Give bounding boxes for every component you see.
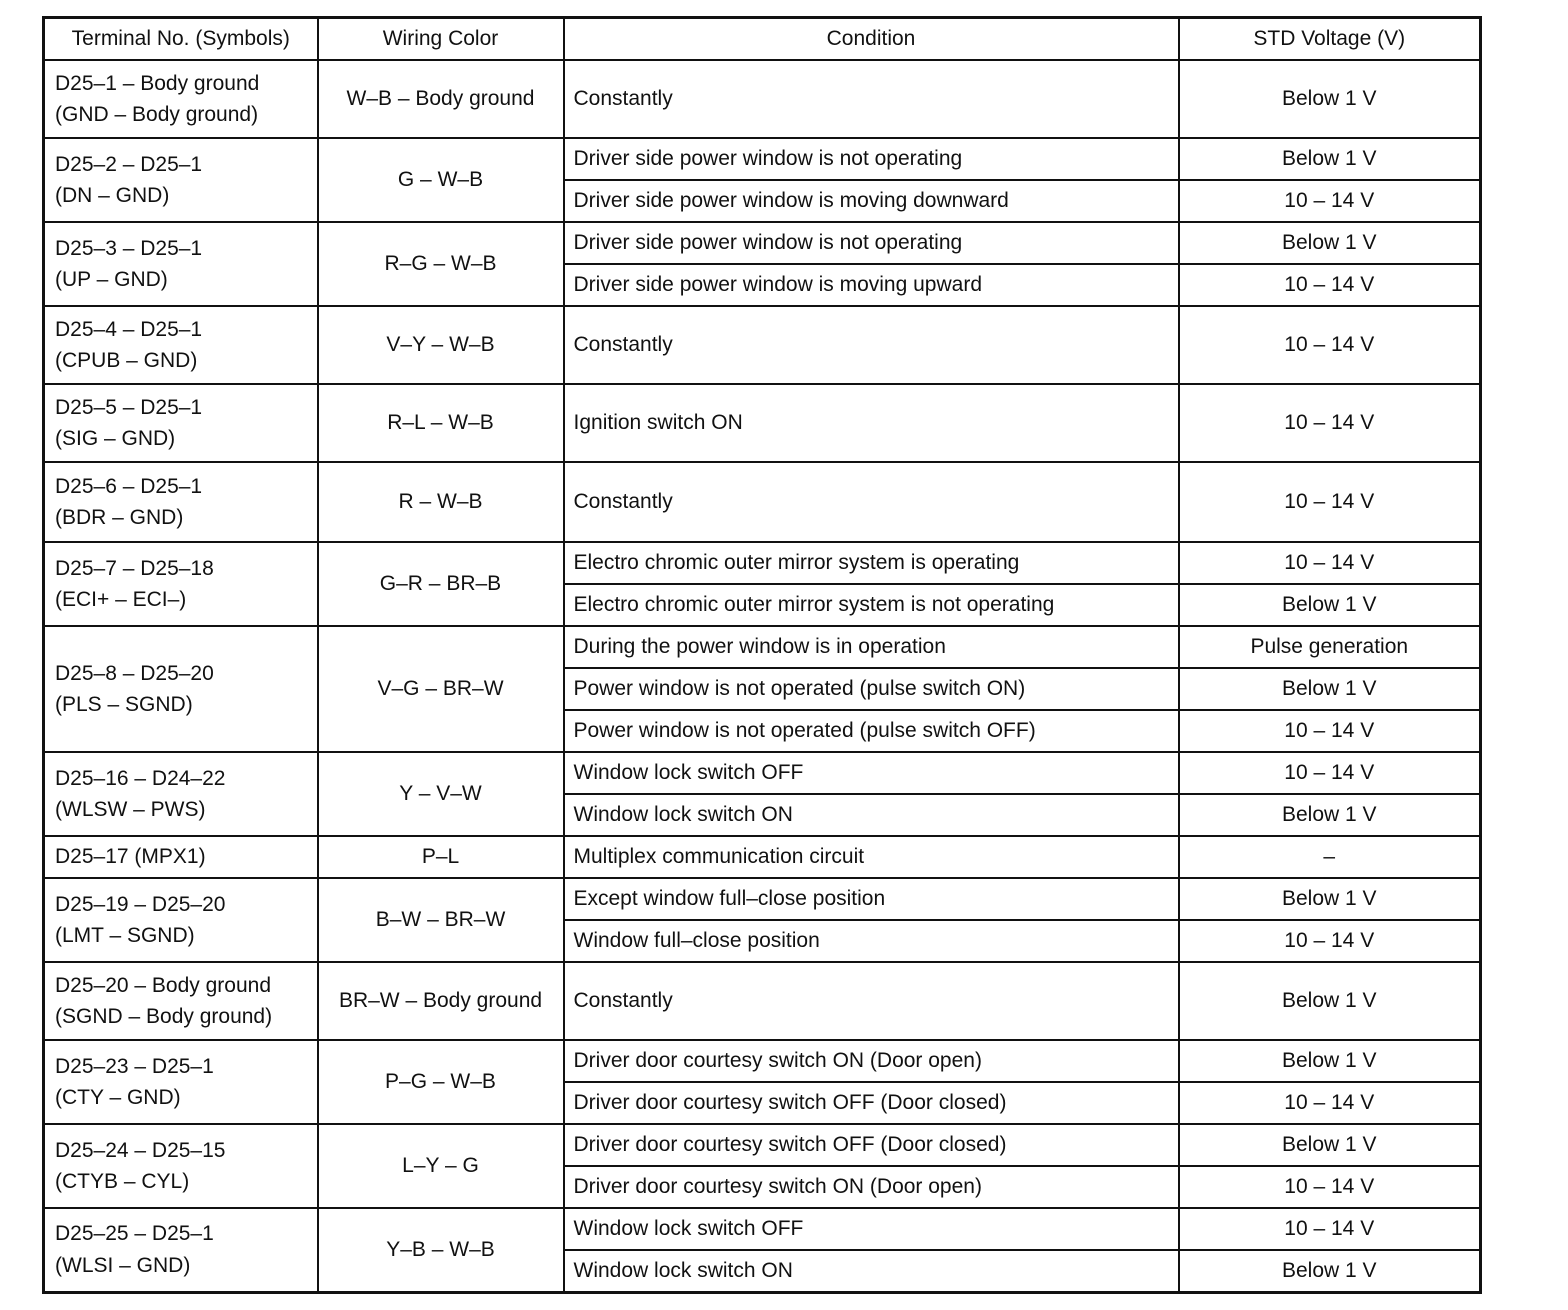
terminal-cell <box>44 1040 318 1124</box>
terminal-line: (CPUB – GND) <box>55 349 198 372</box>
condition-cell: Driver side power window is not operating <box>564 222 1179 264</box>
std-voltage-cell: – <box>1179 836 1481 878</box>
terminal-cell <box>44 878 318 962</box>
condition-cell: Window lock switch ON <box>564 794 1179 836</box>
table-row <box>44 462 1481 542</box>
terminal-line: D25–24 – D25–15 <box>55 1138 226 1162</box>
wiring-color-cell: R–L – W–B <box>318 384 564 462</box>
terminal-line: D25–6 – D25–1 <box>55 474 203 498</box>
std-voltage-cell: Below 1 V <box>1179 222 1481 264</box>
terminal-cell <box>44 222 318 306</box>
table-row <box>44 1124 1481 1166</box>
wiring-color-cell: Y – V–W <box>318 752 564 836</box>
table-row <box>44 878 1481 920</box>
std-voltage-cell: Below 1 V <box>1179 1250 1481 1292</box>
terminal-line: D25–4 – D25–1 <box>55 317 203 341</box>
condition-cell: Driver side power window is moving upward <box>564 264 1179 306</box>
wiring-color-cell: R–G – W–B <box>318 222 564 306</box>
condition-cell: Constantly <box>564 962 1179 1040</box>
condition-cell: Window lock switch OFF <box>564 752 1179 794</box>
terminal-line: D25–3 – D25–1 <box>55 236 203 260</box>
terminal-cell <box>44 1124 318 1208</box>
table-row <box>44 962 1481 1040</box>
condition-cell: Electro chromic outer mirror system is operating <box>564 542 1179 584</box>
table-row <box>44 384 1481 462</box>
std-voltage-cell: 10 – 14 V <box>1179 1208 1481 1250</box>
terminal-line: (UP – GND) <box>55 268 168 291</box>
wiring-color-cell: B–W – BR–W <box>318 878 564 962</box>
condition-cell: Power window is not operated (pulse switch ON) <box>564 668 1179 710</box>
std-voltage-cell: 10 – 14 V <box>1179 384 1481 462</box>
std-voltage-cell: Below 1 V <box>1179 962 1481 1040</box>
terminal-line: D25–16 – D24–22 <box>55 766 226 790</box>
terminal-line: (DN – GND) <box>55 184 170 207</box>
terminal-line: (ECI+ – ECI–) <box>55 588 187 611</box>
std-voltage-cell: 10 – 14 V <box>1179 542 1481 584</box>
wiring-color-cell: Y–B – W–B <box>318 1208 564 1292</box>
std-voltage-cell: Below 1 V <box>1179 584 1481 626</box>
wiring-color-cell: P–G – W–B <box>318 1040 564 1124</box>
std-voltage-cell: Below 1 V <box>1179 794 1481 836</box>
std-voltage-cell: 10 – 14 V <box>1179 1082 1481 1124</box>
condition-cell: Constantly <box>564 462 1179 542</box>
table-body <box>44 60 1481 1292</box>
terminal-line: D25–17 (MPX1) <box>55 845 206 869</box>
table-row <box>44 306 1481 384</box>
table-row <box>44 138 1481 180</box>
condition-cell: Driver door courtesy switch ON (Door open) <box>564 1040 1179 1082</box>
terminal-line: D25–25 – D25–1 <box>55 1222 214 1246</box>
terminal-cell <box>44 752 318 836</box>
terminal-line: D25–19 – D25–20 <box>55 892 226 916</box>
terminal-line: D25–23 – D25–1 <box>55 1054 214 1078</box>
std-voltage-cell: 10 – 14 V <box>1179 264 1481 306</box>
terminal-line: (GND – Body ground) <box>55 103 259 126</box>
wiring-color-cell: G–R – BR–B <box>318 542 564 626</box>
condition-cell: Driver door courtesy switch OFF (Door closed) <box>564 1082 1179 1124</box>
wiring-color-cell: BR–W – Body ground <box>318 962 564 1040</box>
condition-cell: Multiplex communication circuit <box>564 836 1179 878</box>
terminal-line: (BDR – GND) <box>55 506 184 529</box>
wiring-color-cell: P–L <box>318 836 564 878</box>
terminal-line: (CTY – GND) <box>55 1086 181 1109</box>
terminal-cell <box>44 138 318 222</box>
terminal-cell <box>44 836 318 878</box>
condition-cell: Window full–close position <box>564 920 1179 962</box>
terminal-line: (SIG – GND) <box>55 427 176 450</box>
std-voltage-cell: Below 1 V <box>1179 60 1481 138</box>
table-row <box>44 752 1481 794</box>
condition-cell: During the power window is in operation <box>564 626 1179 668</box>
wiring-color-cell: L–Y – G <box>318 1124 564 1208</box>
std-voltage-cell: 10 – 14 V <box>1179 462 1481 542</box>
condition-cell: Window lock switch ON <box>564 1250 1179 1292</box>
terminal-cell <box>44 542 318 626</box>
condition-cell: Ignition switch ON <box>564 384 1179 462</box>
header-row <box>44 18 1481 61</box>
condition-cell: Constantly <box>564 306 1179 384</box>
condition-cell: Constantly <box>564 60 1179 138</box>
wiring-color-cell: G – W–B <box>318 138 564 222</box>
terminal-cell <box>44 962 318 1040</box>
condition-cell: Driver door courtesy switch OFF (Door closed) <box>564 1124 1179 1166</box>
terminal-line: (LMT – SGND) <box>55 924 195 947</box>
table-row <box>44 1208 1481 1250</box>
document-page <box>42 16 1479 1294</box>
header-std-voltage: STD Voltage (V) <box>1179 18 1481 61</box>
terminal-line: D25–1 – Body ground <box>55 71 260 95</box>
terminal-line: D25–7 – D25–18 <box>55 556 214 580</box>
condition-cell: Electro chromic outer mirror system is not operating <box>564 584 1179 626</box>
terminal-line: D25–2 – D25–1 <box>55 152 203 176</box>
terminal-cell <box>44 626 318 752</box>
terminal-line: (WLSW – PWS) <box>55 798 206 821</box>
terminal-line: D25–5 – D25–1 <box>55 395 203 419</box>
terminal-line: D25–8 – D25–20 <box>55 661 214 685</box>
terminal-line: (SGND – Body ground) <box>55 1005 273 1028</box>
std-voltage-cell: 10 – 14 V <box>1179 306 1481 384</box>
std-voltage-cell: 10 – 14 V <box>1179 920 1481 962</box>
condition-cell: Driver door courtesy switch ON (Door open) <box>564 1166 1179 1208</box>
terminal-line: (PLS – SGND) <box>55 693 193 716</box>
condition-cell: Window lock switch OFF <box>564 1208 1179 1250</box>
condition-cell: Driver side power window is not operating <box>564 138 1179 180</box>
table-row <box>44 542 1481 584</box>
wiring-color-cell: W–B – Body ground <box>318 60 564 138</box>
table-row <box>44 222 1481 264</box>
terminal-cell <box>44 60 318 138</box>
std-voltage-cell: 10 – 14 V <box>1179 1166 1481 1208</box>
table-row <box>44 836 1481 878</box>
std-voltage-cell: Below 1 V <box>1179 878 1481 920</box>
std-voltage-cell: Pulse generation <box>1179 626 1481 668</box>
table-row <box>44 626 1481 668</box>
std-voltage-cell: Below 1 V <box>1179 1124 1481 1166</box>
wiring-color-cell: V–Y – W–B <box>318 306 564 384</box>
table-row <box>44 1040 1481 1082</box>
condition-cell: Except window full–close position <box>564 878 1179 920</box>
terminal-cell <box>44 1208 318 1292</box>
terminal-line: (CTYB – CYL) <box>55 1170 190 1193</box>
terminal-line: (WLSI – GND) <box>55 1253 191 1277</box>
terminal-voltage-table <box>42 16 1482 1294</box>
std-voltage-cell: 10 – 14 V <box>1179 710 1481 752</box>
terminal-line: D25–20 – Body ground <box>55 973 271 997</box>
terminal-cell <box>44 462 318 542</box>
table-row <box>44 60 1481 138</box>
std-voltage-cell: 10 – 14 V <box>1179 180 1481 222</box>
wiring-color-cell: V–G – BR–W <box>318 626 564 752</box>
condition-cell: Power window is not operated (pulse switch OFF) <box>564 710 1179 752</box>
std-voltage-cell: 10 – 14 V <box>1179 752 1481 794</box>
wiring-color-cell: R – W–B <box>318 462 564 542</box>
terminal-cell <box>44 306 318 384</box>
header-wiring-color: Wiring Color <box>318 18 564 61</box>
condition-cell: Driver side power window is moving downward <box>564 180 1179 222</box>
terminal-cell <box>44 384 318 462</box>
std-voltage-cell: Below 1 V <box>1179 138 1481 180</box>
std-voltage-cell: Below 1 V <box>1179 1040 1481 1082</box>
std-voltage-cell: Below 1 V <box>1179 668 1481 710</box>
header-terminal: Terminal No. (Symbols) <box>44 18 318 61</box>
header-condition: Condition <box>564 18 1179 61</box>
